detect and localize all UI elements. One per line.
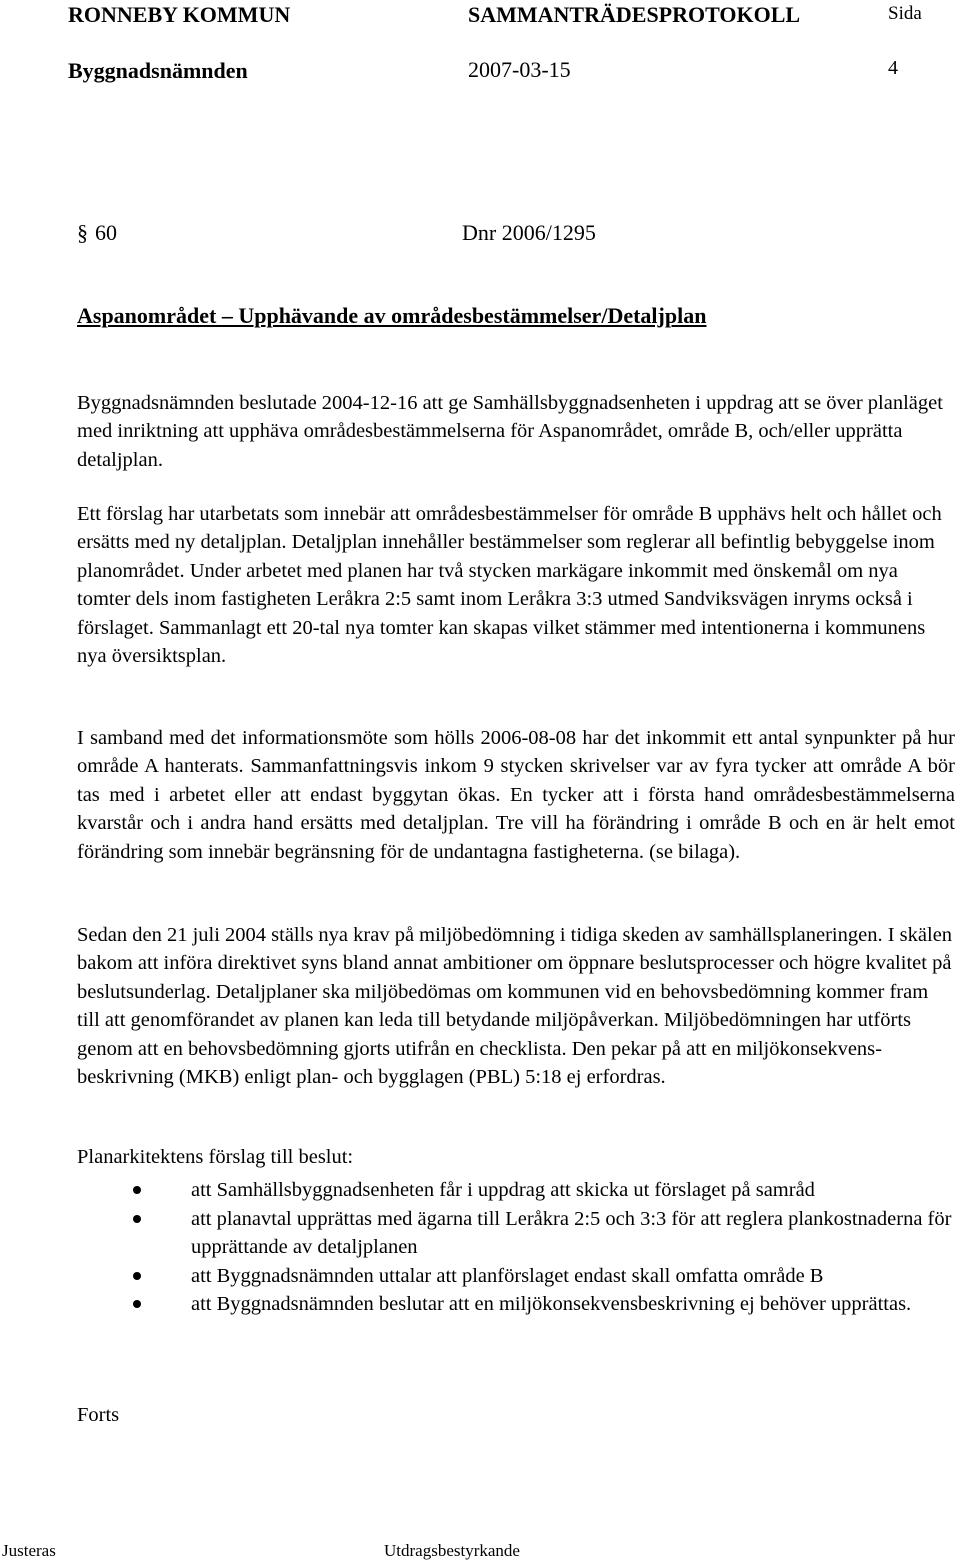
paragraph-consultation: I samband med det informationsmöte som hölls 2006-08-08 har det inkommit ett antal synpunkter på hur område A hanterats. Sammanfattningsvis inkom 9 stycken skrivelser var av fyra tycker att område A bör tas med i arbetet eller att endast byggytan ökas. En tycker att i första hand områdesbestämmelserna kvarstår och i andra hand ersätts med detaljplan. Tre vill ha förändring i område B och en är helt emot förändring som innebär begränsning för de undantagna fastigheterna. (se bilaga). bbox=[77, 727, 955, 863]
proposal-list bbox=[77, 1176, 955, 1319]
list-item-text: att Byggnadsnämnden uttalar att planförslaget endast skall omfatta område B bbox=[191, 1264, 824, 1287]
list-item bbox=[77, 1262, 955, 1291]
document-type: SAMMANTRÄDESPROTOKOLL bbox=[468, 2, 801, 27]
municipality-name: RONNEBY KOMMUN bbox=[68, 2, 291, 27]
section-number: 60 bbox=[95, 220, 117, 245]
footer-utdragsbestyrkande: Utdragsbestyrkande bbox=[384, 1541, 520, 1560]
diary-number: Dnr 2006/1295 bbox=[462, 220, 596, 245]
continued-marker: Forts bbox=[77, 1404, 120, 1426]
bullet-icon bbox=[133, 1300, 141, 1308]
list-item bbox=[77, 1290, 955, 1319]
bullet-icon bbox=[133, 1215, 141, 1223]
bullet-icon bbox=[133, 1186, 141, 1194]
page-label: Sida bbox=[888, 3, 922, 24]
footer-justeras: Justeras bbox=[2, 1541, 56, 1560]
meeting-date: 2007-03-15 bbox=[468, 57, 571, 82]
paragraph-proposal: Ett förslag har utarbetats som innebär att områdesbestämmelser för område B upphävs helt och hållet och ersätts med ny detaljplan. Detaljplan innehåller bestämmelser som reglerar all befintlig bebyggelse inom planområdet. Under arbetet med planen har två stycken markägare inkommit med önskemål om nya tomter dels inom fastigheten Leråkra 2:5 samt inom Leråkra 3:3 utmed Sandviksvägen inryms också i förslaget. Sammanlagt ett 20-tal nya tomter kan skapas vilket stämmer med intentionerna i kommunens nya översiktsplan. bbox=[77, 503, 942, 668]
paragraph-decision-history: Byggnadsnämnden beslutade 2004-12-16 att ge Samhällsbyggnadsenheten i uppdrag att se över planläget med inriktning att upphäva områdesbestämmelserna för Aspanområdet, område B, och/eller upprätta detaljplan. bbox=[77, 392, 943, 471]
case-title: Aspanområdet – Upphävande av områdesbestämmelser/Detaljplan bbox=[77, 303, 707, 328]
list-item-text: att Samhällsbyggnadsenheten får i uppdrag att skicka ut förslaget på samråd bbox=[191, 1179, 815, 1201]
list-item-text: att Byggnadsnämnden beslutar att en miljökonsekvensbeskrivning ej behöver upprättas. bbox=[191, 1293, 912, 1316]
bullet-icon bbox=[133, 1272, 141, 1280]
committee-name: Byggnadsnämnden bbox=[68, 58, 248, 83]
section-symbol: § bbox=[77, 220, 88, 245]
list-item-text: att planavtal upprättas med ägarna till Leråkra 2:5 och 3:3 för att reglera plankostnaderna för upprättande av detaljplanen bbox=[191, 1207, 952, 1259]
list-item bbox=[77, 1205, 955, 1262]
list-item bbox=[77, 1176, 955, 1205]
page-number: 4 bbox=[888, 57, 898, 79]
paragraph-environmental-assessment: Sedan den 21 juli 2004 ställs nya krav på miljöbedömning i tidiga skeden av samhällsplaneringen. I skälen bakom att införa direktivet syns bland annat ambitioner om öppnare beslutsprocesser och högre kvalitet på beslutsunderlag. Detaljplaner ska miljöbedömas om kommunen vid en behovsbedömning kommer fram till att genomförandet av planen kan leda till betydande miljöpåverkan. Miljöbedömningen har utförts genom att en behovsbedömning gjorts utifrån en checklista. Den pekar på att en miljökonsekvensbeskrivning (MKB) enligt plan- och bygglagen (PBL) 5:18 ej erfordras. bbox=[77, 924, 953, 1089]
proposal-heading: Planarkitektens förslag till beslut: bbox=[77, 1146, 354, 1168]
